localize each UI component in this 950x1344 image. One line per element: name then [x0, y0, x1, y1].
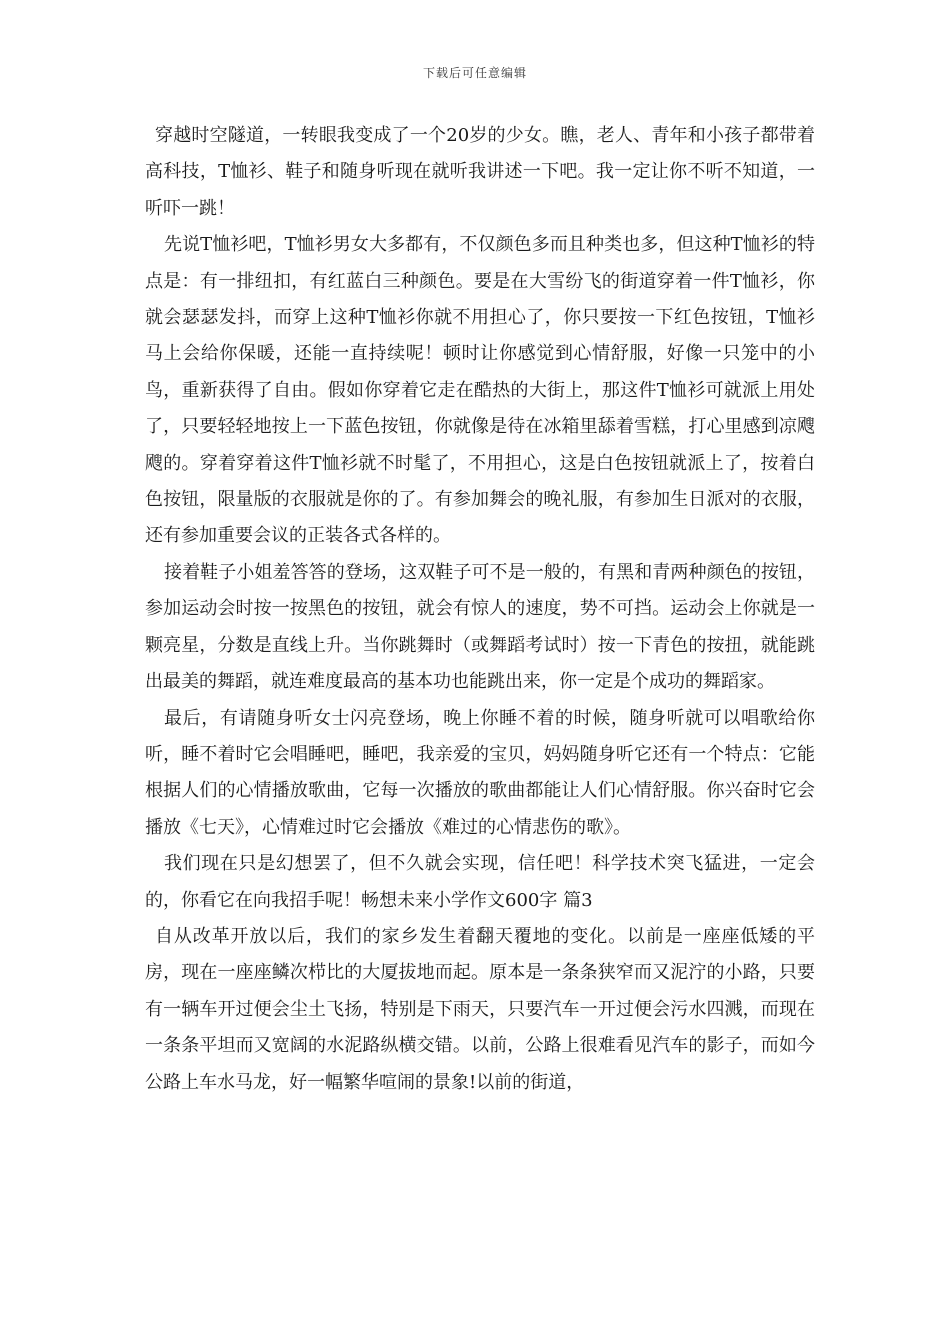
paragraph-4: 最后，有请随身听女士闪亮登场，晚上你睡不着的时候，随身听就可以唱歌给你听，睡不着时它会唱睡吧，睡吧，我亲爱的宝贝，妈妈随身听它还有一个特点：它能根据人们的心情播放歌曲，它每一次播放的歌曲都能让人们心情舒服。你兴奋时它会播放《七天》，心情难过时它会播放《难过的心情悲伤的歌》。	[145, 707, 815, 838]
paragraph-5: 我们现在只是幻想罢了，但不久就会实现，信任吧！科学技术突飞猛进，一定会的，你看它在向我招手呢！畅想未来小学作文600字 篇3	[145, 853, 815, 911]
document-body	[145, 118, 815, 1101]
paragraph-3: 接着鞋子小姐羞答答的登场，这双鞋子可不是一般的，有黑和青两种颜色的按钮，参加运动会时按一按黑色的按钮，就会有惊人的速度，势不可挡。运动会上你就是一颗亮星，分数是直线上升。当你跳舞时（或舞蹈考试时）按一下青色的按扭，就能跳出最美的舞蹈，就连难度最高的基本功也能跳出来，你一定是个成功的舞蹈家。	[145, 561, 815, 693]
page-header: 下载后可任意编辑	[422, 66, 527, 80]
paragraph-2: 先说T恤衫吧，T恤衫男女大多都有，不仅颜色多而且种类也多，但这种T恤衫的特点是：有一排纽扣，有红蓝白三种颜色。要是在大雪纷飞的街道穿着一件T恤衫，你就会瑟瑟发抖，而穿上这种T恤衫你就不用担心了，你只要按一下红色按钮，T恤衫马上会给你保暖，还能一直持续呢！顿时让你感觉到心情舒服，好像一只笼中的小鸟，重新获得了自由。假如你穿着它走在酷热的大街上，那这件T恤衫可就派上用处了，只要轻轻地按上一下蓝色按钮，你就像是待在冰箱里舔着雪糕，打心里感到凉飕飕的。穿着穿着这件T恤衫就不时髦了，不用担心，这是白色按钮就派上了，按着白色按钮，限量版的衣服就是你的了。有参加舞会的晚礼服，有参加生日派对的衣服，还有参加重要会议的正装各式各样的。	[145, 234, 815, 547]
paragraph-1: 穿越时空隧道，一转眼我变成了一个20岁的少女。瞧，老人、青年和小孩子都带着高科技，T恤衫、鞋子和随身听现在就听我讲述一下吧。我一定让你不听不知道，一听吓一跳！	[145, 125, 815, 219]
paragraph-6: 自从改革开放以后，我们的家乡发生着翻天覆地的变化。以前是一座座低矮的平房，现在一座座鳞次栉比的大厦拔地而起。原本是一条条狭窄而又泥泞的小路，只要有一辆车开过便会尘土飞扬，特别是下雨天，只要汽车一开过便会污水四溅，而现在一条条平坦而又宽阔的水泥路纵横交错。以前，公路上很难看见汽车的影子，而如今公路上车水马龙，好一幅繁华喧闹的景象!以前的街道，	[145, 925, 815, 1093]
